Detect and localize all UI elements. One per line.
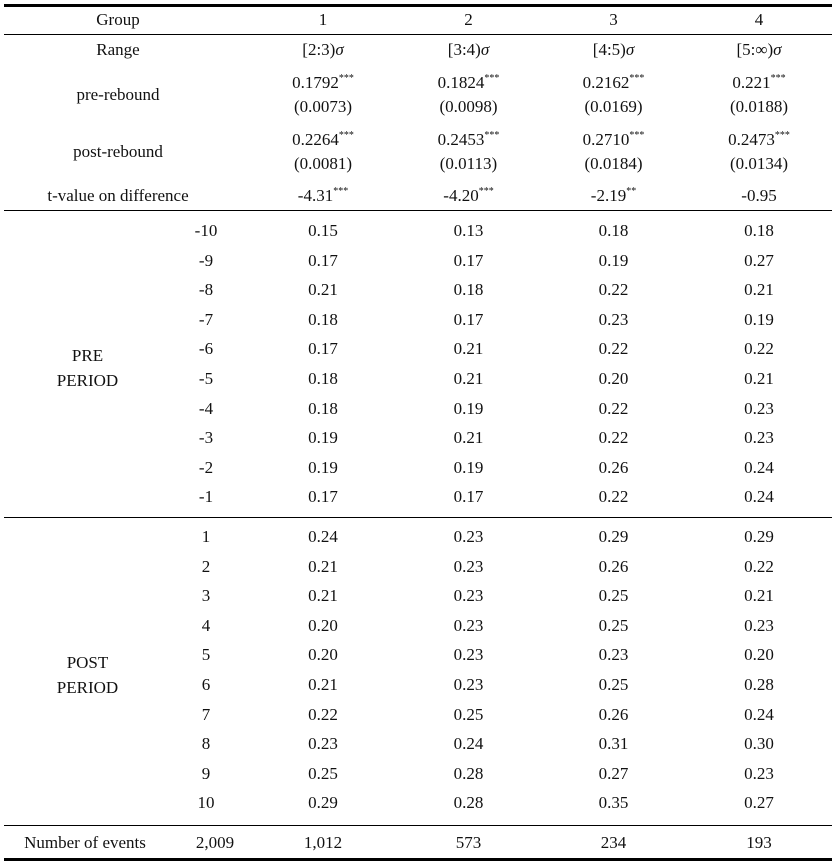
group-1-value: 0.21	[308, 280, 338, 300]
t-value-label: t-value on difference	[47, 186, 189, 205]
group-3-value: 0.22	[598, 398, 629, 418]
group-4-value: 0.29	[744, 527, 774, 546]
period-index: 4	[201, 615, 211, 635]
group-3-header: 3	[609, 10, 618, 29]
group-1-value: 0.15	[308, 221, 338, 240]
group-4-value: 0.23	[744, 615, 774, 635]
post-period-label: POST PERIOD	[56, 653, 119, 697]
group-1-value: 0.29	[308, 793, 338, 813]
group-3-value: 0.29	[598, 527, 629, 546]
period-index: -6	[198, 339, 214, 359]
group-2-value: 0.23	[453, 675, 484, 694]
period-index: -4	[198, 398, 214, 418]
group-4-value: 0.28	[744, 675, 774, 694]
period-index: 5	[201, 645, 211, 665]
t-value-group-3: -2.19**	[590, 186, 637, 205]
group-4-value: 0.21	[744, 586, 774, 606]
events-group-2: 573	[455, 833, 482, 852]
group-3-value: 0.23	[598, 309, 629, 329]
group-3-value: 0.23	[598, 645, 629, 665]
period-index: 3	[201, 586, 211, 606]
group-2-value: 0.17	[453, 309, 484, 329]
group-2-value: 0.13	[453, 221, 484, 240]
events-group-4: 193	[746, 833, 772, 852]
group-3-value: 0.31	[598, 734, 629, 754]
period-index: -10	[194, 221, 218, 240]
period-index: -1	[198, 487, 214, 507]
group-4-value: 0.27	[744, 793, 774, 813]
group-4-value: 0.20	[744, 645, 774, 665]
group-1-value: 0.20	[308, 615, 338, 635]
group-4-value: 0.21	[744, 369, 774, 388]
period-index: 2	[201, 556, 211, 576]
group-label: Group	[96, 10, 140, 29]
group-3-value: 0.26	[598, 704, 629, 724]
group-2-value: 0.17	[453, 487, 484, 507]
pre-rebound-label: pre-rebound	[76, 85, 160, 104]
group-2-value: 0.25	[453, 704, 484, 724]
range-4: [5:∞)σ	[736, 40, 782, 59]
post-rebound-group-2: 0.2453*** (0.0113)	[437, 130, 500, 173]
pre-period-rule	[4, 517, 832, 518]
period-index: 7	[201, 704, 211, 724]
post-rebound-group-1: 0.2264*** (0.0081)	[292, 130, 354, 173]
pre-rebound-group-2: 0.1824*** (0.0098)	[437, 73, 500, 116]
group-1-value: 0.21	[308, 586, 338, 606]
group-2-value: 0.24	[453, 734, 484, 754]
group-3-value: 0.27	[598, 763, 629, 783]
period-index: 8	[201, 734, 211, 754]
group-4-value: 0.18	[744, 221, 774, 240]
group-3-value: 0.25	[598, 615, 629, 635]
top-rule	[4, 4, 832, 7]
period-index: -8	[198, 280, 214, 300]
group-4-value: 0.27	[744, 250, 774, 270]
group-4-value: 0.23	[744, 398, 774, 418]
group-2-value: 0.21	[453, 428, 484, 448]
group-1-value: 0.19	[308, 428, 338, 448]
group-4-value: 0.23	[744, 428, 774, 448]
bottom-rule	[4, 858, 832, 861]
group-4-value: 0.22	[744, 339, 774, 359]
group-3-value: 0.26	[598, 556, 629, 576]
period-index: -9	[198, 250, 214, 270]
group-2-value: 0.18	[453, 280, 484, 300]
group-2-value: 0.23	[453, 645, 484, 665]
group-3-value: 0.19	[598, 250, 629, 270]
group-3-value: 0.22	[598, 339, 629, 359]
period-index: 1	[201, 527, 211, 546]
group-2-value: 0.23	[453, 556, 484, 576]
period-index: 6	[201, 675, 211, 694]
group-1-value: 0.21	[308, 675, 338, 694]
group-2-value: 0.28	[453, 763, 484, 783]
group-3-value: 0.22	[598, 428, 629, 448]
t-value-group-4: -0.95	[741, 186, 777, 205]
t-value-group-2: -4.20***	[443, 186, 494, 205]
group-1-value: 0.18	[308, 369, 338, 388]
events-group-1: 1,012	[303, 833, 343, 852]
group-4-value: 0.24	[744, 487, 774, 507]
group-4-value: 0.21	[744, 280, 774, 300]
period-index: -2	[198, 457, 214, 477]
events-label: Number of events	[24, 833, 146, 852]
period-index: -7	[198, 309, 214, 329]
group-1-value: 0.17	[308, 487, 338, 507]
group-2-value: 0.28	[453, 793, 484, 813]
pre-rebound-group-4: 0.221*** (0.0188)	[729, 73, 789, 116]
group-1-value: 0.18	[308, 398, 338, 418]
group-1-value: 0.17	[308, 250, 338, 270]
group-1-value: 0.21	[308, 556, 338, 576]
group-4-value: 0.23	[744, 763, 774, 783]
group-4-value: 0.30	[744, 734, 774, 754]
post-rebound-label: post-rebound	[73, 142, 163, 161]
group-2-header: 2	[464, 10, 473, 29]
pre-rebound-group-1: 0.1792*** (0.0073)	[292, 73, 354, 116]
group-4-value: 0.24	[744, 457, 774, 477]
group-1-value: 0.22	[308, 704, 338, 724]
group-1-value: 0.25	[308, 763, 338, 783]
group-2-value: 0.19	[453, 457, 484, 477]
group-2-value: 0.23	[453, 527, 484, 546]
group-4-header: 4	[754, 10, 764, 29]
group-1-value: 0.17	[308, 339, 338, 359]
t-value-group-1: -4.31***	[297, 186, 349, 205]
group-3-value: 0.22	[598, 487, 629, 507]
range-2: [3:4)σ	[447, 40, 490, 59]
group-3-value: 0.25	[598, 586, 629, 606]
group-2-value: 0.19	[453, 398, 484, 418]
period-index: -5	[198, 369, 214, 388]
summary-rule	[4, 210, 832, 211]
group-1-value: 0.19	[308, 457, 338, 477]
group-2-value: 0.17	[453, 250, 484, 270]
group-1-value: 0.18	[308, 309, 338, 329]
period-index: -3	[198, 428, 214, 448]
group-2-value: 0.23	[453, 586, 484, 606]
group-4-value: 0.22	[744, 556, 774, 576]
post-period-rule	[4, 825, 832, 826]
group-1-header: 1	[318, 10, 328, 29]
post-rebound-group-3: 0.2710*** (0.0184)	[582, 130, 645, 173]
range-3: [4:5)σ	[592, 40, 635, 59]
pre-rebound-group-3: 0.2162*** (0.0169)	[582, 73, 645, 116]
group-2-value: 0.21	[453, 339, 484, 359]
group-4-value: 0.24	[744, 704, 774, 724]
post-rebound-group-4: 0.2473*** (0.0134)	[728, 130, 790, 173]
group-2-value: 0.21	[453, 369, 484, 388]
period-index: 10	[197, 793, 215, 813]
group-3-value: 0.20	[598, 369, 629, 388]
range-1: [2:3)σ	[302, 40, 344, 59]
pre-period-label: PRE PERIOD	[56, 346, 119, 390]
group-1-value: 0.23	[308, 734, 338, 754]
group-3-value: 0.26	[598, 457, 629, 477]
group-3-value: 0.22	[598, 280, 629, 300]
group-2-value: 0.23	[453, 615, 484, 635]
range-label: Range	[96, 40, 140, 59]
group-3-value: 0.18	[598, 221, 629, 240]
group-3-value: 0.25	[598, 675, 629, 694]
events-group-3: 234	[600, 833, 627, 852]
group-3-value: 0.35	[598, 793, 629, 813]
group-1-value: 0.20	[308, 645, 338, 665]
group-4-value: 0.19	[744, 309, 774, 329]
header-rule	[4, 34, 832, 35]
events-total: 2,009	[195, 833, 235, 852]
period-index: 9	[201, 763, 211, 783]
group-1-value: 0.24	[308, 527, 338, 546]
